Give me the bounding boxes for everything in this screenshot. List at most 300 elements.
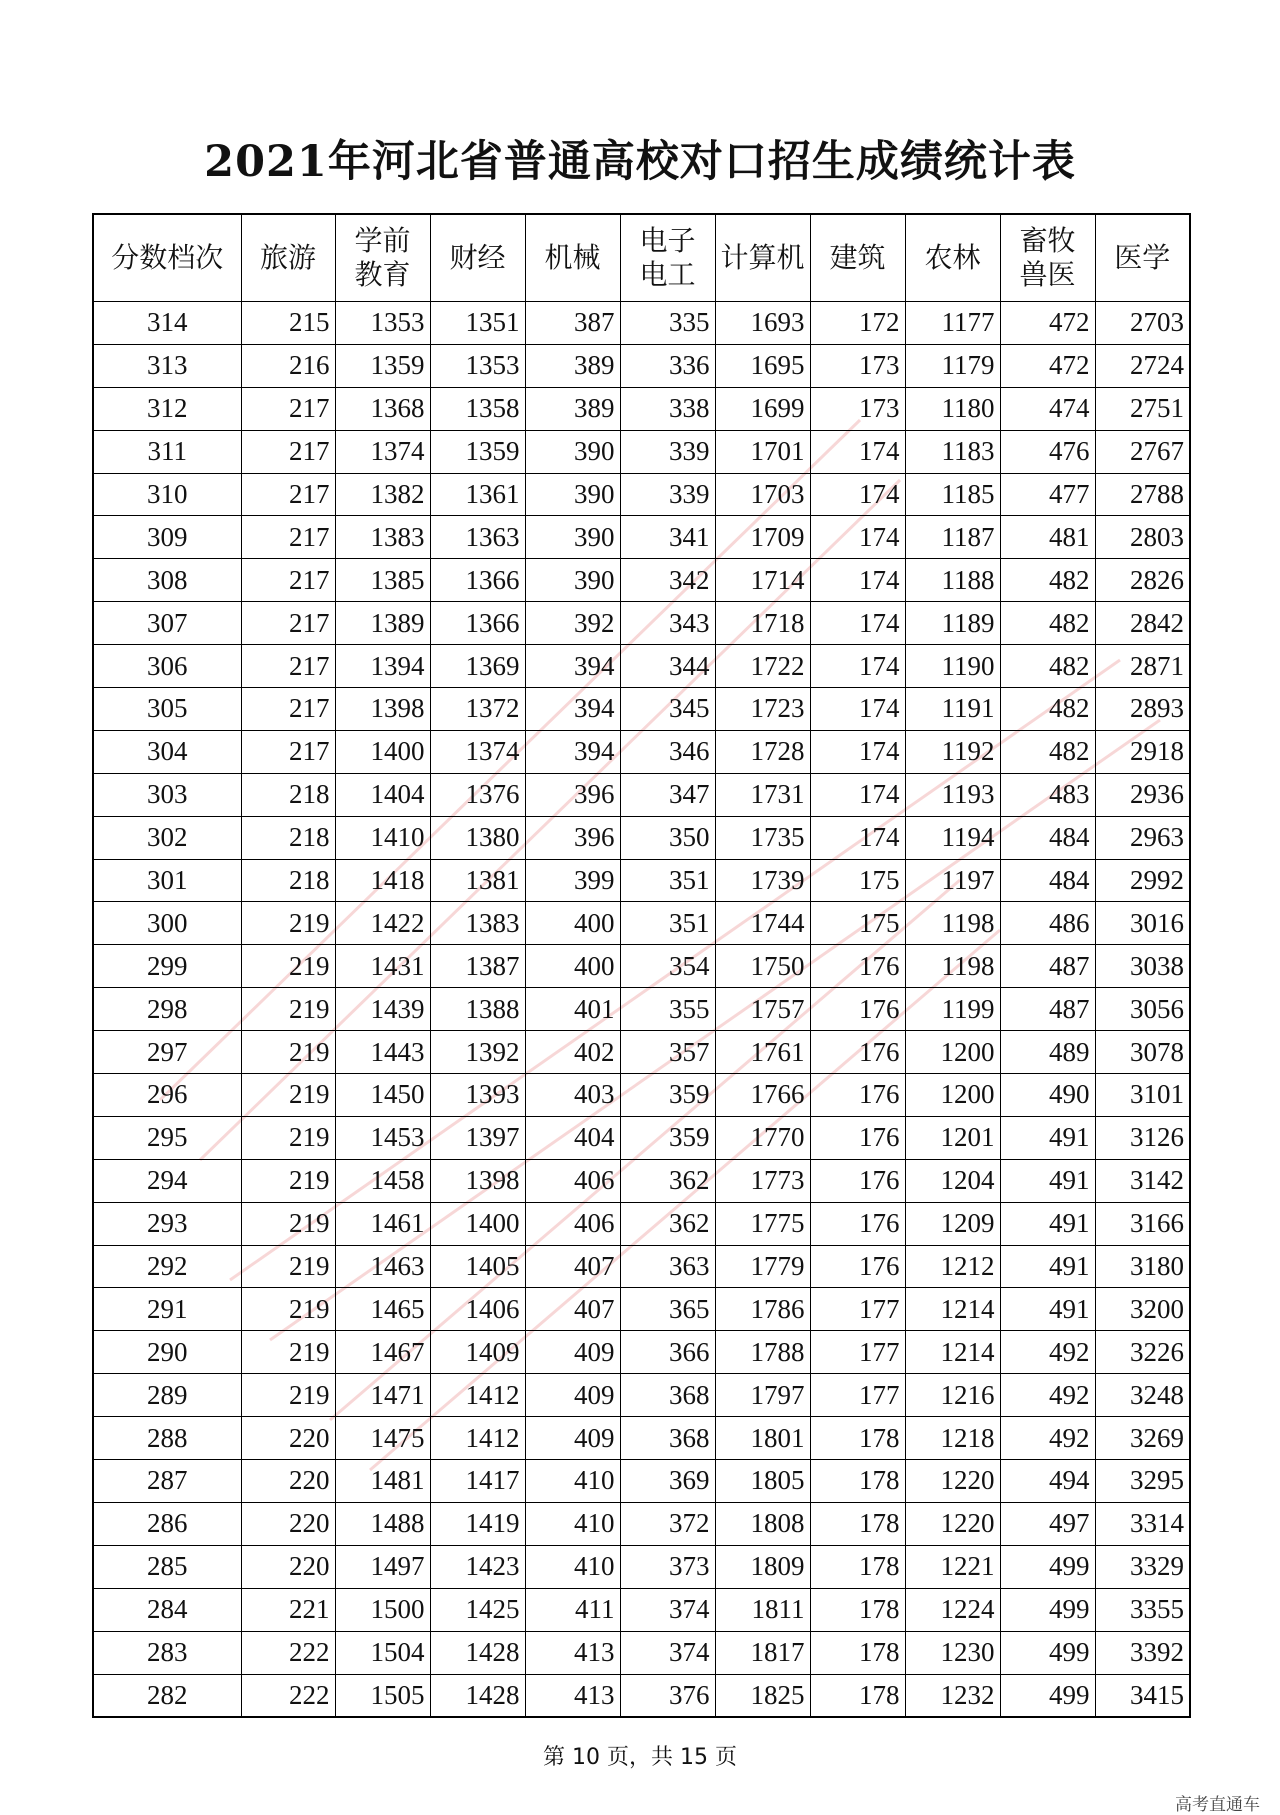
rank-cell: 1450 xyxy=(335,1074,430,1117)
rank-cell: 1200 xyxy=(905,1074,1000,1117)
rank-cell: 1359 xyxy=(335,344,430,387)
rank-cell: 492 xyxy=(1000,1417,1095,1460)
corner-watermark: 高考直通车 xyxy=(1175,1795,1260,1815)
rank-cell: 1383 xyxy=(430,902,525,945)
rank-cell: 1189 xyxy=(905,602,1000,645)
table-row xyxy=(93,430,1190,473)
rank-cell: 359 xyxy=(620,1074,715,1117)
rank-cell: 2767 xyxy=(1095,430,1190,473)
rank-cell: 1218 xyxy=(905,1417,1000,1460)
rank-cell: 1230 xyxy=(905,1631,1000,1674)
rank-cell: 347 xyxy=(620,773,715,816)
rank-cell: 341 xyxy=(620,516,715,559)
rank-cell: 409 xyxy=(525,1331,620,1374)
table-row xyxy=(93,730,1190,773)
rank-cell: 342 xyxy=(620,559,715,602)
rank-cell: 1722 xyxy=(715,645,810,688)
rank-cell: 176 xyxy=(810,1031,905,1074)
rank-cell: 396 xyxy=(525,816,620,859)
score-cell: 288 xyxy=(93,1417,241,1460)
rank-cell: 1766 xyxy=(715,1074,810,1117)
rank-cell: 1428 xyxy=(430,1631,525,1674)
score-cell: 305 xyxy=(93,688,241,731)
rank-cell: 219 xyxy=(241,1031,335,1074)
table-row xyxy=(93,1202,1190,1245)
rank-cell: 1180 xyxy=(905,387,1000,430)
rank-cell: 396 xyxy=(525,773,620,816)
rank-cell: 177 xyxy=(810,1331,905,1374)
rank-cell: 219 xyxy=(241,945,335,988)
rank-cell: 220 xyxy=(241,1460,335,1503)
rank-cell: 1505 xyxy=(335,1674,430,1717)
score-cell: 303 xyxy=(93,773,241,816)
table-body xyxy=(93,302,1190,1718)
column-header xyxy=(241,214,335,302)
rank-cell: 1439 xyxy=(335,988,430,1031)
rank-cell: 394 xyxy=(525,645,620,688)
rank-cell: 1709 xyxy=(715,516,810,559)
table-row xyxy=(93,816,1190,859)
rank-cell: 219 xyxy=(241,1159,335,1202)
rank-cell: 1214 xyxy=(905,1288,1000,1331)
rank-cell: 407 xyxy=(525,1288,620,1331)
rank-cell: 489 xyxy=(1000,1031,1095,1074)
rank-cell: 1199 xyxy=(905,988,1000,1031)
rank-cell: 1359 xyxy=(430,430,525,473)
rank-cell: 1200 xyxy=(905,1031,1000,1074)
rank-cell: 499 xyxy=(1000,1674,1095,1717)
score-cell: 289 xyxy=(93,1374,241,1417)
column-header-score xyxy=(93,214,241,302)
rank-cell: 3226 xyxy=(1095,1331,1190,1374)
rank-cell: 217 xyxy=(241,688,335,731)
rank-cell: 2842 xyxy=(1095,602,1190,645)
score-cell: 300 xyxy=(93,902,241,945)
rank-cell: 218 xyxy=(241,859,335,902)
rank-cell: 1376 xyxy=(430,773,525,816)
rank-cell: 2788 xyxy=(1095,473,1190,516)
column-header-label: 分数档次 xyxy=(111,241,224,275)
rank-cell: 3166 xyxy=(1095,1202,1190,1245)
rank-cell: 178 xyxy=(810,1545,905,1588)
score-cell: 283 xyxy=(93,1631,241,1674)
rank-cell: 483 xyxy=(1000,773,1095,816)
rank-cell: 1412 xyxy=(430,1374,525,1417)
column-header-label: 农林 xyxy=(924,241,981,275)
rank-cell: 1786 xyxy=(715,1288,810,1331)
rank-cell: 482 xyxy=(1000,688,1095,731)
rank-cell: 351 xyxy=(620,859,715,902)
rank-cell: 1387 xyxy=(430,945,525,988)
rank-cell: 1212 xyxy=(905,1245,1000,1288)
rank-cell: 373 xyxy=(620,1545,715,1588)
table-row xyxy=(93,1460,1190,1503)
rank-cell: 491 xyxy=(1000,1116,1095,1159)
column-header xyxy=(905,214,1000,302)
rank-cell: 406 xyxy=(525,1202,620,1245)
table-row xyxy=(93,688,1190,731)
rank-cell: 339 xyxy=(620,473,715,516)
rank-cell: 3038 xyxy=(1095,945,1190,988)
rank-cell: 1388 xyxy=(430,988,525,1031)
table-row xyxy=(93,1417,1190,1460)
rank-cell: 492 xyxy=(1000,1331,1095,1374)
rank-cell: 219 xyxy=(241,1331,335,1374)
rank-cell: 484 xyxy=(1000,816,1095,859)
rank-cell: 174 xyxy=(810,773,905,816)
rank-cell: 218 xyxy=(241,773,335,816)
rank-cell: 217 xyxy=(241,516,335,559)
rank-cell: 1193 xyxy=(905,773,1000,816)
rank-cell: 401 xyxy=(525,988,620,1031)
rank-cell: 1504 xyxy=(335,1631,430,1674)
rank-cell: 494 xyxy=(1000,1460,1095,1503)
rank-cell: 392 xyxy=(525,602,620,645)
table-row xyxy=(93,1545,1190,1588)
rank-cell: 2724 xyxy=(1095,344,1190,387)
rank-cell: 3392 xyxy=(1095,1631,1190,1674)
rank-cell: 174 xyxy=(810,816,905,859)
rank-cell: 217 xyxy=(241,602,335,645)
column-header-label: 电子电工 xyxy=(639,224,696,291)
table-row xyxy=(93,773,1190,816)
rank-cell: 359 xyxy=(620,1116,715,1159)
rank-cell: 2826 xyxy=(1095,559,1190,602)
rank-cell: 346 xyxy=(620,730,715,773)
rank-cell: 217 xyxy=(241,387,335,430)
rank-cell: 219 xyxy=(241,1202,335,1245)
rank-cell: 1425 xyxy=(430,1588,525,1631)
rank-cell: 3314 xyxy=(1095,1502,1190,1545)
table-row xyxy=(93,1074,1190,1117)
rank-cell: 2963 xyxy=(1095,816,1190,859)
rank-cell: 362 xyxy=(620,1202,715,1245)
rank-cell: 1358 xyxy=(430,387,525,430)
rank-cell: 1209 xyxy=(905,1202,1000,1245)
rank-cell: 1465 xyxy=(335,1288,430,1331)
column-header xyxy=(715,214,810,302)
score-cell: 286 xyxy=(93,1502,241,1545)
score-cell: 295 xyxy=(93,1116,241,1159)
column-header xyxy=(1000,214,1095,302)
rank-cell: 1701 xyxy=(715,430,810,473)
rank-cell: 1788 xyxy=(715,1331,810,1374)
rank-cell: 1699 xyxy=(715,387,810,430)
rank-cell: 1714 xyxy=(715,559,810,602)
rank-cell: 1453 xyxy=(335,1116,430,1159)
rank-cell: 492 xyxy=(1000,1374,1095,1417)
score-table xyxy=(92,213,1191,1718)
rank-cell: 482 xyxy=(1000,559,1095,602)
rank-cell: 2893 xyxy=(1095,688,1190,731)
rank-cell: 409 xyxy=(525,1374,620,1417)
rank-cell: 3180 xyxy=(1095,1245,1190,1288)
rank-cell: 366 xyxy=(620,1331,715,1374)
rank-cell: 172 xyxy=(810,302,905,345)
score-cell: 311 xyxy=(93,430,241,473)
rank-cell: 1361 xyxy=(430,473,525,516)
rank-cell: 1770 xyxy=(715,1116,810,1159)
rank-cell: 219 xyxy=(241,1074,335,1117)
table-row xyxy=(93,602,1190,645)
table-row xyxy=(93,302,1190,345)
rank-cell: 174 xyxy=(810,602,905,645)
table-row xyxy=(93,344,1190,387)
rank-cell: 174 xyxy=(810,516,905,559)
table-row xyxy=(93,1588,1190,1631)
rank-cell: 1183 xyxy=(905,430,1000,473)
column-header-label: 机械 xyxy=(544,241,601,275)
rank-cell: 490 xyxy=(1000,1074,1095,1117)
rank-cell: 482 xyxy=(1000,730,1095,773)
column-header xyxy=(1095,214,1190,302)
rank-cell: 177 xyxy=(810,1374,905,1417)
rank-cell: 219 xyxy=(241,1245,335,1288)
rank-cell: 2936 xyxy=(1095,773,1190,816)
column-header-label: 畜牧兽医 xyxy=(1019,224,1076,291)
score-cell: 312 xyxy=(93,387,241,430)
rank-cell: 1400 xyxy=(430,1202,525,1245)
score-cell: 290 xyxy=(93,1331,241,1374)
rank-cell: 1353 xyxy=(430,344,525,387)
rank-cell: 3295 xyxy=(1095,1460,1190,1503)
rank-cell: 472 xyxy=(1000,344,1095,387)
table-row xyxy=(93,1116,1190,1159)
rank-cell: 1728 xyxy=(715,730,810,773)
rank-cell: 1177 xyxy=(905,302,1000,345)
rank-cell: 1385 xyxy=(335,559,430,602)
rank-cell: 487 xyxy=(1000,945,1095,988)
rank-cell: 1400 xyxy=(335,730,430,773)
rank-cell: 1497 xyxy=(335,1545,430,1588)
rank-cell: 368 xyxy=(620,1374,715,1417)
rank-cell: 403 xyxy=(525,1074,620,1117)
rank-cell: 472 xyxy=(1000,302,1095,345)
rank-cell: 491 xyxy=(1000,1245,1095,1288)
score-cell: 301 xyxy=(93,859,241,902)
rank-cell: 484 xyxy=(1000,859,1095,902)
rank-cell: 476 xyxy=(1000,430,1095,473)
rank-cell: 482 xyxy=(1000,602,1095,645)
rank-cell: 174 xyxy=(810,645,905,688)
rank-cell: 336 xyxy=(620,344,715,387)
rank-cell: 1825 xyxy=(715,1674,810,1717)
rank-cell: 1744 xyxy=(715,902,810,945)
rank-cell: 3248 xyxy=(1095,1374,1190,1417)
rank-cell: 372 xyxy=(620,1502,715,1545)
score-cell: 292 xyxy=(93,1245,241,1288)
rank-cell: 406 xyxy=(525,1159,620,1202)
rank-cell: 1404 xyxy=(335,773,430,816)
table-row xyxy=(93,1374,1190,1417)
rank-cell: 1221 xyxy=(905,1545,1000,1588)
table-row xyxy=(93,1031,1190,1074)
rank-cell: 1428 xyxy=(430,1674,525,1717)
score-cell: 291 xyxy=(93,1288,241,1331)
rank-cell: 1739 xyxy=(715,859,810,902)
rank-cell: 1363 xyxy=(430,516,525,559)
rank-cell: 487 xyxy=(1000,988,1095,1031)
table-row xyxy=(93,988,1190,1031)
table-row xyxy=(93,902,1190,945)
column-header-label: 计算机 xyxy=(720,241,805,275)
rank-cell: 1406 xyxy=(430,1288,525,1331)
rank-cell: 1471 xyxy=(335,1374,430,1417)
rank-cell: 219 xyxy=(241,902,335,945)
column-header xyxy=(810,214,905,302)
rank-cell: 410 xyxy=(525,1502,620,1545)
rank-cell: 374 xyxy=(620,1631,715,1674)
rank-cell: 1216 xyxy=(905,1374,1000,1417)
score-cell: 313 xyxy=(93,344,241,387)
rank-cell: 474 xyxy=(1000,387,1095,430)
rank-cell: 175 xyxy=(810,902,905,945)
rank-cell: 3101 xyxy=(1095,1074,1190,1117)
rank-cell: 1488 xyxy=(335,1502,430,1545)
rank-cell: 1467 xyxy=(335,1331,430,1374)
score-cell: 308 xyxy=(93,559,241,602)
rank-cell: 399 xyxy=(525,859,620,902)
column-header-label: 建筑 xyxy=(829,241,886,275)
rank-cell: 350 xyxy=(620,816,715,859)
score-cell: 314 xyxy=(93,302,241,345)
table-row xyxy=(93,945,1190,988)
score-cell: 284 xyxy=(93,1588,241,1631)
rank-cell: 1417 xyxy=(430,1460,525,1503)
rank-cell: 407 xyxy=(525,1245,620,1288)
score-cell: 287 xyxy=(93,1460,241,1503)
rank-cell: 1808 xyxy=(715,1502,810,1545)
rank-cell: 390 xyxy=(525,473,620,516)
rank-cell: 177 xyxy=(810,1288,905,1331)
rank-cell: 215 xyxy=(241,302,335,345)
rank-cell: 1187 xyxy=(905,516,1000,559)
rank-cell: 339 xyxy=(620,430,715,473)
rank-cell: 491 xyxy=(1000,1288,1095,1331)
score-cell: 293 xyxy=(93,1202,241,1245)
rank-cell: 176 xyxy=(810,1202,905,1245)
rank-cell: 499 xyxy=(1000,1545,1095,1588)
rank-cell: 1185 xyxy=(905,473,1000,516)
rank-cell: 217 xyxy=(241,473,335,516)
column-header xyxy=(430,214,525,302)
rank-cell: 411 xyxy=(525,1588,620,1631)
rank-cell: 1422 xyxy=(335,902,430,945)
table-row xyxy=(93,1288,1190,1331)
rank-cell: 404 xyxy=(525,1116,620,1159)
rank-cell: 390 xyxy=(525,516,620,559)
rank-cell: 1224 xyxy=(905,1588,1000,1631)
rank-cell: 178 xyxy=(810,1460,905,1503)
rank-cell: 1389 xyxy=(335,602,430,645)
rank-cell: 1197 xyxy=(905,859,1000,902)
rank-cell: 1190 xyxy=(905,645,1000,688)
rank-cell: 363 xyxy=(620,1245,715,1288)
score-cell: 302 xyxy=(93,816,241,859)
rank-cell: 1412 xyxy=(430,1417,525,1460)
table-row xyxy=(93,1674,1190,1717)
rank-cell: 402 xyxy=(525,1031,620,1074)
rank-cell: 1693 xyxy=(715,302,810,345)
page-title: 2021年河北省普通高校对口招生成绩统计表 xyxy=(204,137,1076,187)
rank-cell: 357 xyxy=(620,1031,715,1074)
rank-cell: 413 xyxy=(525,1631,620,1674)
rank-cell: 1817 xyxy=(715,1631,810,1674)
rank-cell: 219 xyxy=(241,1288,335,1331)
rank-cell: 1380 xyxy=(430,816,525,859)
rank-cell: 338 xyxy=(620,387,715,430)
rank-cell: 1419 xyxy=(430,1502,525,1545)
rank-cell: 1423 xyxy=(430,1545,525,1588)
rank-cell: 1374 xyxy=(430,730,525,773)
rank-cell: 394 xyxy=(525,688,620,731)
rank-cell: 1731 xyxy=(715,773,810,816)
rank-cell: 1398 xyxy=(335,688,430,731)
rank-cell: 1192 xyxy=(905,730,1000,773)
rank-cell: 1463 xyxy=(335,1245,430,1288)
rank-cell: 1381 xyxy=(430,859,525,902)
column-header-label: 医学 xyxy=(1114,241,1171,275)
rank-cell: 1431 xyxy=(335,945,430,988)
rank-cell: 1805 xyxy=(715,1460,810,1503)
rank-cell: 335 xyxy=(620,302,715,345)
rank-cell: 1198 xyxy=(905,945,1000,988)
table-row xyxy=(93,516,1190,559)
rank-cell: 2918 xyxy=(1095,730,1190,773)
score-cell: 306 xyxy=(93,645,241,688)
rank-cell: 1723 xyxy=(715,688,810,731)
rank-cell: 387 xyxy=(525,302,620,345)
rank-cell: 497 xyxy=(1000,1502,1095,1545)
rank-cell: 1811 xyxy=(715,1588,810,1631)
rank-cell: 2703 xyxy=(1095,302,1190,345)
rank-cell: 410 xyxy=(525,1460,620,1503)
rank-cell: 390 xyxy=(525,559,620,602)
rank-cell: 1220 xyxy=(905,1460,1000,1503)
rank-cell: 491 xyxy=(1000,1202,1095,1245)
table-row xyxy=(93,645,1190,688)
rank-cell: 1757 xyxy=(715,988,810,1031)
table-row xyxy=(93,1331,1190,1374)
rank-cell: 413 xyxy=(525,1674,620,1717)
rank-cell: 477 xyxy=(1000,473,1095,516)
table-row xyxy=(93,1502,1190,1545)
rank-cell: 174 xyxy=(810,559,905,602)
rank-cell: 2751 xyxy=(1095,387,1190,430)
rank-cell: 368 xyxy=(620,1417,715,1460)
rank-cell: 217 xyxy=(241,645,335,688)
rank-cell: 1735 xyxy=(715,816,810,859)
table-header-row xyxy=(93,214,1190,302)
rank-cell: 362 xyxy=(620,1159,715,1202)
rank-cell: 173 xyxy=(810,344,905,387)
rank-cell: 222 xyxy=(241,1631,335,1674)
rank-cell: 218 xyxy=(241,816,335,859)
rank-cell: 410 xyxy=(525,1545,620,1588)
rank-cell: 1366 xyxy=(430,602,525,645)
rank-cell: 354 xyxy=(620,945,715,988)
table-row xyxy=(93,387,1190,430)
rank-cell: 1405 xyxy=(430,1245,525,1288)
rank-cell: 3126 xyxy=(1095,1116,1190,1159)
rank-cell: 2871 xyxy=(1095,645,1190,688)
rank-cell: 1383 xyxy=(335,516,430,559)
rank-cell: 220 xyxy=(241,1545,335,1588)
rank-cell: 1220 xyxy=(905,1502,1000,1545)
rank-cell: 219 xyxy=(241,1374,335,1417)
rank-cell: 1392 xyxy=(430,1031,525,1074)
rank-cell: 3355 xyxy=(1095,1588,1190,1631)
